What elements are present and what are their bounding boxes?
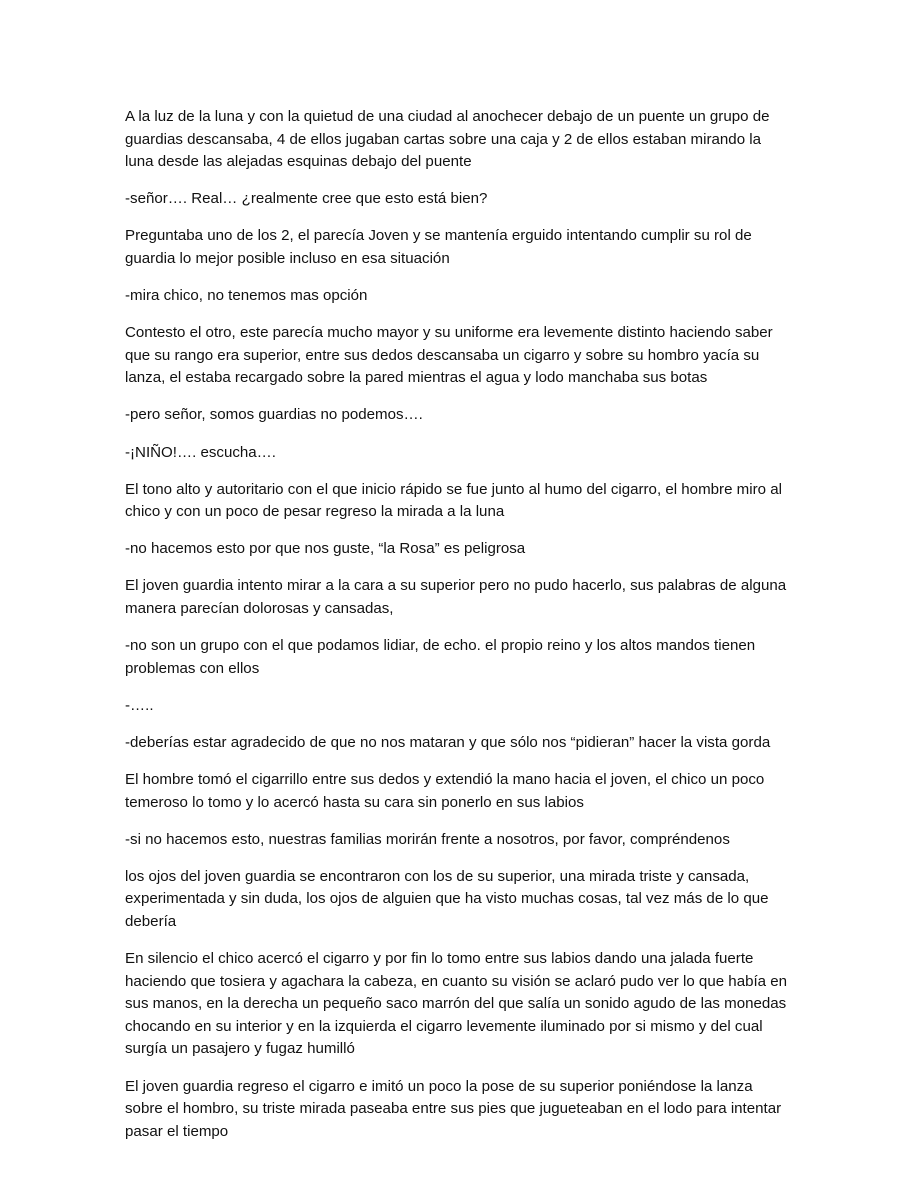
paragraph-12: -….. <box>125 696 154 714</box>
paragraph-5: Contesto el otro, este parecía mucho mayor y su uniforme era levemente distinto haciendo saber que su rango era superior, entre sus dedos descansaba un cigarro y sobre su hombro yacía su lanza, el estaba recargado sobre la pared mientras el agua y lodo manchaba sus botas <box>125 324 773 387</box>
paragraph-17: En silencio el chico acercó el cigarro y por fin lo tomo entre sus labios dando una jalada fuerte haciendo que tosiera y agachara la cabeza, en cuanto su visión se aclaró pudo ver lo que había en sus manos, en la derecha un pequeño saco marrón del que salía un sonido agudo de las monedas chocando en su interior y en la izquierda el cigarro levemente iluminado por si mismo y del cual surgía un pasajero y fugaz humilló <box>125 950 788 1058</box>
paragraph-7: -¡NIÑO!…. escucha…. <box>125 443 276 461</box>
paragraph-6: -pero señor, somos guardias no podemos…. <box>125 406 423 424</box>
paragraph-16: los ojos del joven guardia se encontraron con los de su superior, una mirada triste y cansada, experimentada y sin duda, los ojos de alguien que ha visto muchas cosas, tal vez más de lo que debería <box>125 867 769 930</box>
paragraph-10: El joven guardia intento mirar a la cara a su superior pero no pudo hacerlo, sus palabras de alguna manera parecían dolorosas y cansadas, <box>125 577 787 617</box>
paragraph-18: El joven guardia regreso el cigarro e imitó un poco la pose de su superior poniéndose la lanza sobre el hombro, su triste mirada paseaba entre sus pies que jugueteaban en el lodo para intentar pasar el tiempo <box>125 1077 782 1140</box>
paragraph-14: El hombre tomó el cigarrillo entre sus dedos y extendió la mano hacia el joven, el chico un poco temeroso lo tomo y lo acercó hasta su cara sin ponerlo en sus labios <box>125 770 765 811</box>
paragraph-13: -deberías estar agradecido de que no nos mataran y que sólo nos “pidieran” hacer la vista gorda <box>125 733 771 751</box>
paragraph-8: El tono alto y autoritario con el que inicio rápido se fue junto al humo del cigarro, el hombre miro al chico y con un poco de pesar regreso la mirada a la luna <box>125 480 782 521</box>
paragraph-3: Preguntaba uno de los 2, el parecía Joven y se mantenía erguido intentando cumplir su rol de guardia lo mejor posible incluso en esa situación <box>125 227 752 267</box>
paragraph-2: -señor…. Real… ¿realmente cree que esto está bien? <box>125 190 488 208</box>
paragraph-15: -si no hacemos esto, nuestras familias morirán frente a nosotros, por favor, compréndenos <box>125 830 730 848</box>
paragraph-9: -no hacemos esto por que nos guste, “la Rosa” es peligrosa <box>125 540 526 558</box>
paragraph-1: A la luz de la luna y con la quietud de una ciudad al anochecer debajo de un puente un grupo de guardias descansaba, 4 de ellos jugaban cartas sobre una caja y 2 de ellos estaban mirando la luna desde las alejadas esquinas debajo del puente <box>125 108 770 171</box>
paragraph-11: -no son un grupo con el que podamos lidiar, de echo. el propio reino y los altos mandos tienen problemas con ellos <box>125 637 756 677</box>
paragraph-4: -mira chico, no tenemos mas opción <box>125 287 368 305</box>
